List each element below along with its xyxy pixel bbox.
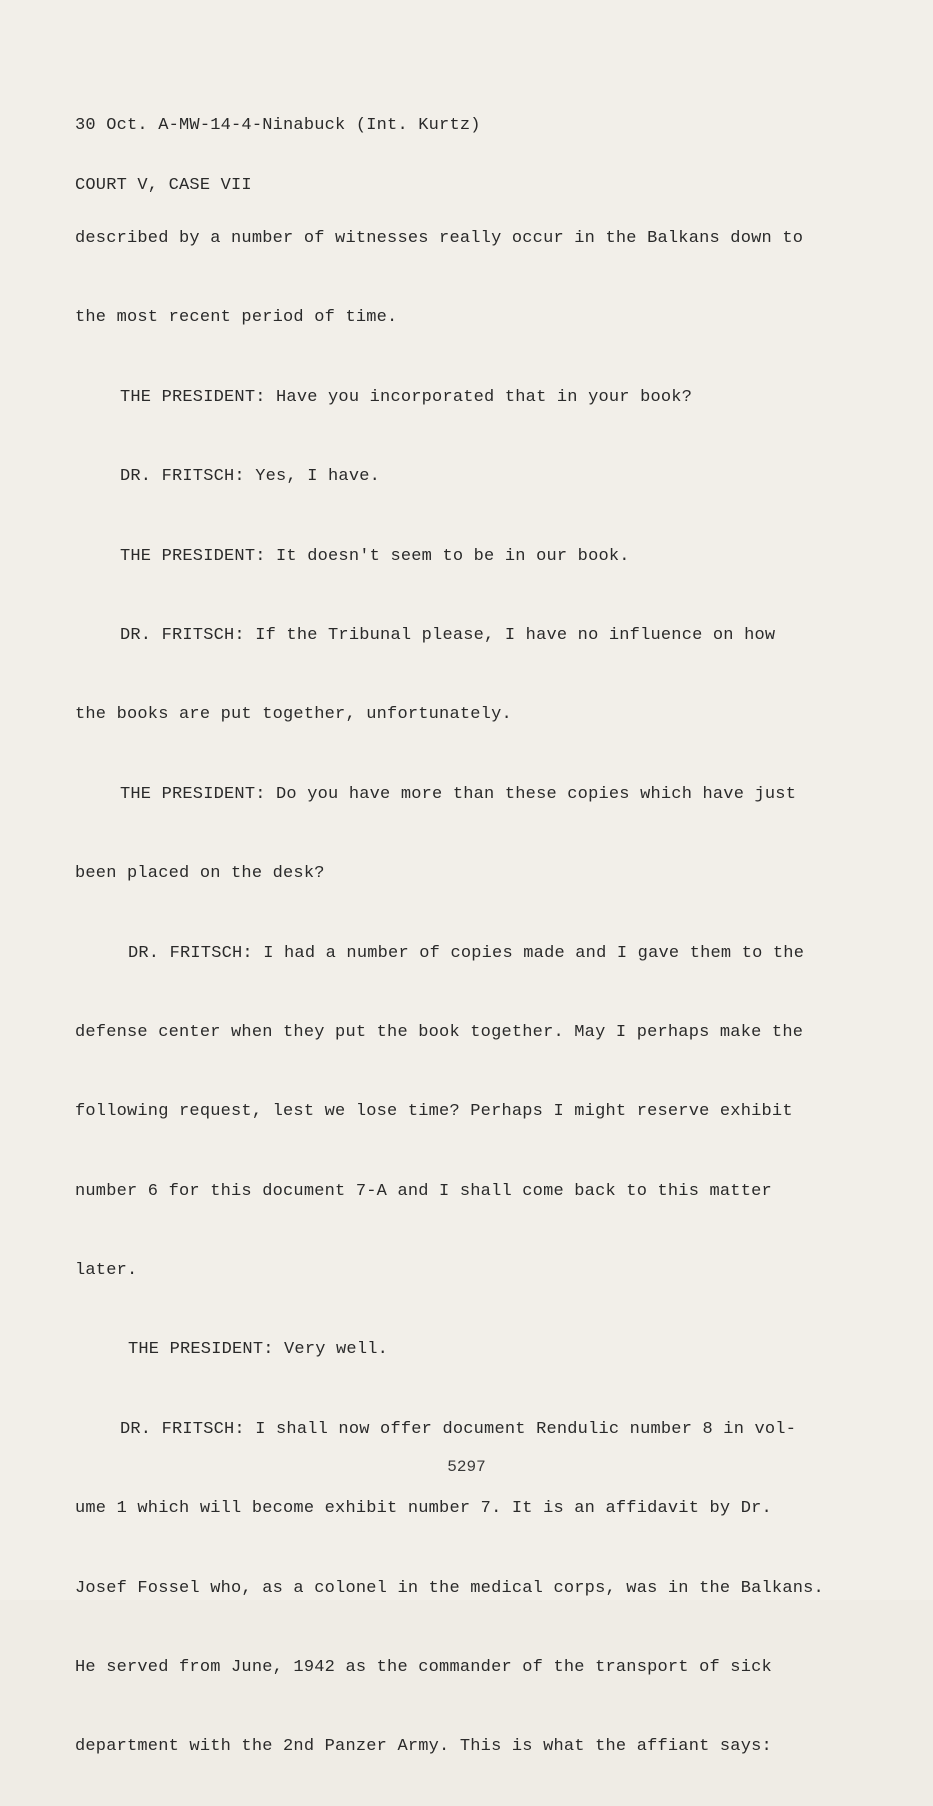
transcript-line: described by a number of witnesses really occur in the Balkans down to bbox=[75, 229, 804, 248]
transcript-line: department with the 2nd Panzer Army. This is what the affiant says: bbox=[75, 1737, 772, 1757]
transcript-body bbox=[75, 180, 865, 1806]
president-question: THE PRESIDENT: Do you have more than these copies which have just bbox=[120, 784, 797, 804]
fritsch-statement: DR. FRITSCH: I had a number of copies made and I gave them to the bbox=[128, 943, 805, 963]
transcript-line: defense center when they put the book together. May I perhaps make the bbox=[75, 1022, 804, 1042]
page-number: 5297 bbox=[447, 1458, 486, 1476]
transcript-line: the most recent period of time. bbox=[75, 308, 398, 328]
header-court-case: COURT V, CASE VII bbox=[75, 176, 252, 195]
fritsch-answer: DR. FRITSCH: Yes, I have. bbox=[120, 467, 381, 487]
transcript-line: later. bbox=[75, 1261, 138, 1281]
president-question: THE PRESIDENT: Have you incorporated that in your book? bbox=[120, 387, 693, 407]
fritsch-statement: DR. FRITSCH: I shall now offer document Rendulic number 8 in vol- bbox=[120, 1419, 797, 1439]
transcript-line: been placed on the desk? bbox=[75, 864, 325, 884]
transcript-line: following request, lest we lose time? Perhaps I might reserve exhibit bbox=[75, 1102, 793, 1122]
fritsch-statement: DR. FRITSCH: If the Tribunal please, I have no influence on how bbox=[120, 625, 776, 645]
header-date-reference: 30 Oct. A-MW-14-4-Ninabuck (Int. Kurtz) bbox=[75, 116, 481, 135]
transcript-line: Josef Fossel who, as a colonel in the medical corps, was in the Balkans. bbox=[75, 1578, 824, 1598]
transcript-line: the books are put together, unfortunately. bbox=[75, 705, 512, 725]
transcript-line: ume 1 which will become exhibit number 7. It is an affidavit by Dr. bbox=[75, 1499, 772, 1519]
president-remark: THE PRESIDENT: It doesn't seem to be in our book. bbox=[120, 546, 630, 566]
transcript-line: number 6 for this document 7-A and I shall come back to this matter bbox=[75, 1181, 772, 1201]
transcript-line: He served from June, 1942 as the commander of the transport of sick bbox=[75, 1658, 772, 1678]
president-remark: THE PRESIDENT: Very well. bbox=[128, 1340, 389, 1360]
